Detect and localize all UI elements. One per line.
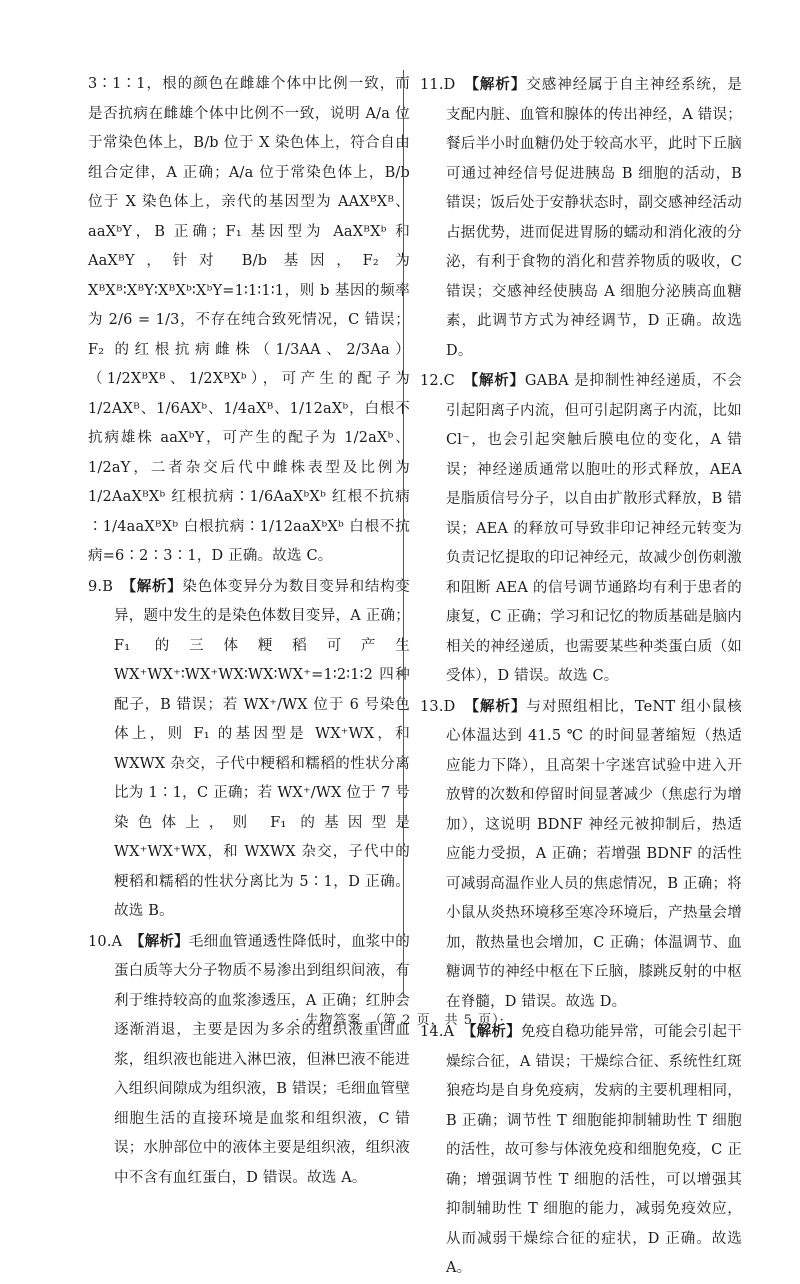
answer-item-10	[88, 927, 410, 1194]
answer-number: 12.C	[420, 373, 455, 389]
analysis-tag: 【解析】	[469, 1023, 521, 1040]
answer-text: 交感神经属于自主神经系统，是支配内脏、血管和腺体的传出神经，A 错误；餐后半小时血糖仍处于较高水平，此时下丘脑可通过神经信号促进胰岛 B 细胞的活动，B 错误；饭后处于安静状态时，副交感神经活动占据优势，进而促进胃肠的蠕动和消化液的分泌，有利于食物的消化和营养物质的吸收，C 错误；交感神经使胰岛 A 细胞分泌胰高血糖素，此调节方式为神经调节，D 正确。故选 D。	[446, 77, 742, 359]
answer-text: 与对照组相比，TeNT 组小鼠核心体温达到 41.5 ℃ 的时间显著缩短（热适应能力下降），且高架十字迷宫试验中进入开放臂的次数和停留时间显著减少（焦虑行为增加），这说明 BDNF 神经元被抑制后，热适应能力受损，A 正确；若增强 BDNF 的活性可减弱高温作业人员的焦虑情况，B 正确；将小鼠从炎热环境移至寒冷环境后，产热量会增加，散热量也会增加，C 正确；体温调节、血糖调节的神经中枢在下丘脑，膝跳反射的中枢在脊髓，D 错误。故选 D。	[446, 698, 742, 1010]
right-column	[420, 70, 742, 1284]
analysis-tag: 【解析】	[128, 577, 183, 595]
answer-number: 11.D	[420, 77, 456, 93]
answer-text: 染色体变异分为数目变异和结构变异，题中发生的是染色体数目变异，A 正确；F₁ 的三体粳稻可产生 WX⁺WX⁺∶WX⁺WX∶WX∶WX⁺=1∶2∶1∶2 四种配子，B 错误；若 WX⁺/WX 位于 6 号染色体上，则 F₁ 的基因型是 WX⁺WX，和 WXWX 杂交，子代中粳稻和糯稻的性状分离比为 1∶1，C 正确；若 WX⁺/WX 位于 7 号染色体上，则 F₁ 的基因型是 WX⁺WX⁺WX，和 WXWX 杂交，子代中的粳稻和糯稻的性状分离比为 5∶1，D 正确。故选 B。	[114, 578, 410, 919]
analysis-tag: 【解析】	[137, 932, 189, 950]
answer-item-12	[420, 366, 742, 692]
answer-number: 14.A	[420, 1024, 455, 1040]
analysis-tag: 【解析】	[471, 697, 527, 715]
answer-item-13	[420, 692, 742, 1018]
answer-number: 10.A	[88, 933, 123, 950]
answer-number: 13.D	[420, 698, 456, 715]
answer-text: 免疫自稳功能异常，可能会引起干燥综合征，A 错误；干燥综合征、系统性红斑狼疮均是自身免疫病，发病的主要机理相同，B 正确；调节性 T 细胞能抑制辅助性 T 细胞的活性，故可参与体液免疫和细胞免疫，C 正确；增强调节性 T 细胞的活性，可以增强其抑制辅助性 T 细胞的能力，减弱免疫效应，从而减弱干燥综合征的症状，D 正确。故选 A。	[446, 1024, 742, 1276]
answer-item-11	[420, 70, 742, 366]
answer-number: 9.B	[88, 578, 114, 595]
answer-text: 毛细血管通透性降低时，血浆中的蛋白质等大分子物质不易渗出到组织间液，有利于维持较高的血浆渗透压，A 正确；红肿会逐渐消退，主要是因为多余的组织液重回血浆，组织液也能进入淋巴液，但淋巴液不能进入组织间隙成为组织液，B 错误；毛细血管壁细胞生活的直接环境是血浆和组织液，C 错误；水肿部位中的液体主要是组织液，组织液中不含有血红蛋白，D 错误。故选 A。	[114, 933, 410, 1186]
item-8-continuation: 3∶1∶1，根的颜色在雌雄个体中比例一致，而是否抗病在雌雄个体中比例不一致，说明 A/a 位于常染色体上，B/b 位于 X 染色体上，符合自由组合定律，A 正确；A/a 位于常染色体上，B/b 位于 X 染色体上，亲代的基因型为 AAXᴮXᴮ、aaXᵇY，B 正确；F₁ 基因型为 AaXᴮXᵇ 和 AaXᴮY，针对 B/b 基因，F₂ 为 XᴮXᴮ∶XᴮY∶XᴮXᵇ∶XᵇY=1∶1∶1∶1，则 b 基因的频率为 2/6 = 1/3，不存在纯合致死情况，C 错误；F₂ 的红根抗病雌株（1/3AA、2/3Aa）（1/2XᴮXᴮ、1/2XᴮXᵇ），可产生的配子为 1/2AXᴮ、1/6AXᵇ、1/4aXᴮ、1/12aXᵇ，白根不抗病雄株 aaXᵇY，可产生的配子为 1/2aXᵇ、1/2aY，二者杂交后代中雌株表型及比例为 1/2AaXᴮXᵇ 红根抗病∶1/6AaXᵇXᵇ 红根不抗病∶1/4aaXᴮXᵇ 白根抗病∶1/12aaXᵇXᵇ 白根不抗病=6∶2∶3∶1，D 正确。故选 C。	[88, 76, 410, 564]
answer-item-9	[88, 572, 410, 927]
analysis-tag: 【解析】	[470, 372, 525, 389]
page-footer: · 生物答案 （第 2 页，共 5 页）·	[295, 1013, 505, 1028]
analysis-tag: 【解析】	[471, 76, 527, 93]
column-divider	[403, 70, 404, 998]
answer-text: GABA 是抑制性神经递质，不会引起阳离子内流，但可引起阴离子内流，比如 Cl⁻，也会引起突触后膜电位的变化，A 错误；神经递质通常以胞吐的形式释放，AEA 是脂质信号分子，以自由扩散形式释放，B 错误；AEA 的释放可导致非印记神经元转变为负责记忆提取的印记神经元，故减少创伤刺激和阻断 AEA 的信号调节通路均有利于患者的康复，C 正确；学习和记忆的物质基础是脑内相关的神经递质，也需要某些种类蛋白质（如受体），D 错误。故选 C。	[446, 373, 742, 684]
answer-item-14	[420, 1017, 742, 1284]
